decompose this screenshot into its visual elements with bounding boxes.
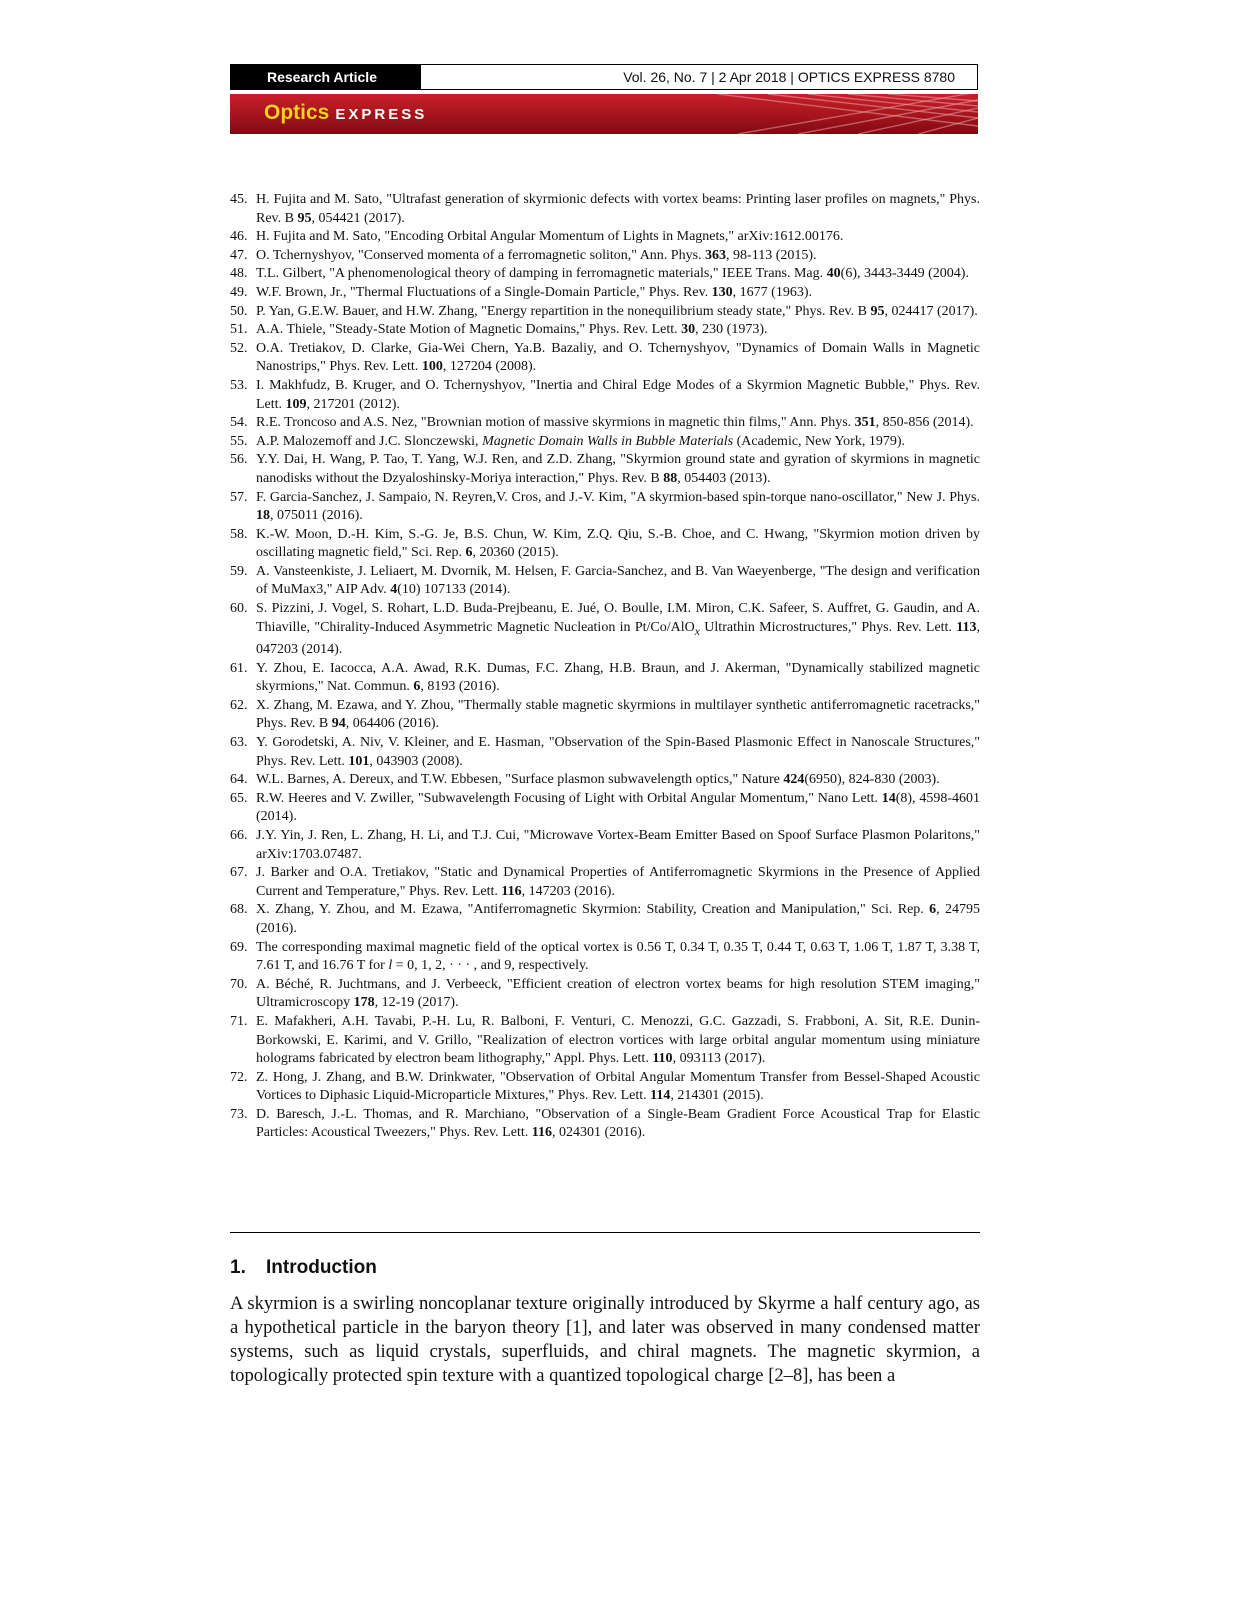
reference-text: T.L. Gilbert, "A phenomenological theory of damping in ferromagnetic materials," IEEE Trans. Mag. 40(6), 3443-3449 (2004).	[256, 266, 969, 282]
reference-number: 47.	[230, 247, 248, 263]
reference-number: 53.	[230, 377, 248, 393]
reference-item	[230, 660, 980, 697]
reference-text: F. Garcia-Sanchez, J. Sampaio, N. Reyren,V. Cros, and J.-V. Kim, "A skyrmion-based spin-torque nano-oscillator," New J. Phys. 18, 075011 (2016).	[256, 489, 980, 524]
reference-number: 61.	[230, 660, 248, 676]
reference-number: 65.	[230, 790, 248, 806]
reference-number: 68.	[230, 902, 248, 918]
reference-item	[230, 191, 980, 228]
reference-number: 72.	[230, 1069, 248, 1085]
reference-text: S. Pizzini, J. Vogel, S. Rohart, L.D. Buda-Prejbeanu, E. Jué, O. Boulle, I.M. Miron, C.K. Safeer, S. Auffret, G. Gaudin, and A. Thiaville, "Chirality-Induced Asymmetric Magnetic Nucleation in Pt/Co/AlO$_x$ Ultrathin Microstructures," Phys. Rev. Lett. 113, 047203 (2014).	[256, 601, 981, 658]
logo-express-text: EXPRESS	[335, 106, 428, 123]
reference-number: 70.	[230, 976, 248, 992]
reference-number: 66.	[230, 827, 248, 843]
reference-number: 46.	[230, 229, 248, 245]
reference-text: A.A. Thiele, "Steady-State Motion of Magnetic Domains," Phys. Rev. Lett. 30, 230 (1973).	[256, 322, 768, 338]
reference-item	[230, 228, 980, 247]
section-divider	[230, 1232, 980, 1233]
reference-item	[230, 321, 980, 340]
banner-swoosh-decoration	[678, 94, 978, 134]
reference-item	[230, 939, 980, 976]
reference-number: 55.	[230, 433, 248, 449]
reference-item	[230, 1069, 980, 1106]
reference-text: O.A. Tretiakov, D. Clarke, Gia-Wei Chern, Ya.B. Bazaliy, and O. Tchernyshyov, "Dynamics of Domain Walls in Magnetic Nanostrips," Phys. Rev. Lett. 100, 127204 (2008).	[256, 340, 980, 375]
reference-item	[230, 414, 980, 433]
reference-text: X. Zhang, M. Ezawa, and Y. Zhou, "Thermally stable magnetic skyrmions in multilayer synthetic antiferromagnetic racetracks," Phys. Rev. B 94, 064406 (2016).	[256, 697, 980, 732]
reference-list	[230, 191, 980, 1143]
reference-item	[230, 976, 980, 1013]
reference-item	[230, 790, 980, 827]
reference-item	[230, 771, 980, 790]
reference-number: 67.	[230, 865, 248, 881]
introduction-paragraph: A skyrmion is a swirling noncoplanar texture originally introduced by Skyrme a half century ago, as a hypothetical particle in the baryon theory [1], and later was observed in many condensed matter systems, such as liquid crystals, superfluids, and chiral magnets. The magnetic skyrmion, a topologically protected spin texture with a quantized topological charge [2–8], has been a	[230, 1293, 980, 1386]
reference-number: 51.	[230, 322, 248, 338]
reference-item	[230, 734, 980, 771]
reference-item	[230, 1106, 980, 1143]
reference-number: 48.	[230, 266, 248, 282]
journal-citation: Vol. 26, No. 7 | 2 Apr 2018 | OPTICS EXPRESS 8780	[623, 69, 955, 85]
article-type-label: Research Article	[231, 65, 421, 89]
reference-text: W.L. Barnes, A. Dereux, and T.W. Ebbesen, "Surface plasmon subwavelength optics," Nature 424(6950), 824-830 (2003).	[256, 772, 940, 788]
reference-item	[230, 303, 980, 322]
reference-text: A.P. Malozemoff and J.C. Slonczewski, Magnetic Domain Walls in Bubble Materials (Academic, New York, 1979).	[256, 433, 905, 449]
reference-text: J. Barker and O.A. Tretiakov, "Static and Dynamical Properties of Antiferromagnetic Skyrmions in the Presence of Applied Current and Temperature," Phys. Rev. Lett. 116, 147203 (2016).	[256, 865, 980, 899]
reference-item	[230, 864, 980, 901]
reference-text: Y.Y. Dai, H. Wang, P. Tao, T. Yang, W.J. Ren, and Z.D. Zhang, "Skyrmion ground state and gyration of skyrmions in magnetic nanodisks without the Dzyaloshinsky-Moriya interaction," Phys. Rev. B 88, 054403 (2013).	[256, 452, 980, 486]
reference-text: O. Tchernyshyov, "Conserved momenta of a ferromagnetic soliton," Ann. Phys. 363, 98-113 (2015).	[256, 247, 817, 263]
reference-item	[230, 247, 980, 266]
reference-text: I. Makhfudz, B. Kruger, and O. Tchernyshyov, "Inertia and Chiral Edge Modes of a Skyrmion Magnetic Bubble," Phys. Rev. Lett. 109, 217201 (2012).	[256, 377, 980, 412]
reference-text: K.-W. Moon, D.-H. Kim, S.-G. Je, B.S. Chun, W. Kim, Z.Q. Qiu, S.-B. Choe, and C. Hwang, "Skyrmion motion driven by oscillating magnetic field," Sci. Rep. 6, 20360 (2015).	[256, 526, 980, 561]
reference-number: 56.	[230, 452, 248, 468]
reference-number: 57.	[230, 489, 248, 505]
reference-item	[230, 340, 980, 377]
reference-text: Z. Hong, J. Zhang, and B.W. Drinkwater, "Observation of Orbital Angular Momentum Transfer from Bessel-Shaped Acoustic Vortices to Diphasic Liquid-Microparticle Mixtures," Phys. Rev. Lett. 114, 214301 (2015).	[256, 1069, 980, 1104]
reference-text: Y. Gorodetski, A. Niv, V. Kleiner, and E. Hasman, "Observation of the Spin-Based Plasmonic Effect in Nanoscale Structures," Phys. Rev. Lett. 101, 043903 (2008).	[256, 735, 980, 769]
reference-number: 73.	[230, 1106, 248, 1122]
reference-number: 59.	[230, 563, 248, 579]
reference-text: A. Béché, R. Juchtmans, and J. Verbeeck, "Efficient creation of electron vortex beams for high resolution STEM imaging," Ultramicroscopy 178, 12-19 (2017).	[256, 976, 980, 1011]
reference-item	[230, 563, 980, 600]
reference-item	[230, 433, 980, 452]
reference-item	[230, 265, 980, 284]
reference-item	[230, 284, 980, 303]
reference-text: A. Vansteenkiste, J. Leliaert, M. Dvornik, M. Helsen, F. Garcia-Sanchez, and B. Van Waeyenberge, "The design and verification of MuMax3," AIP Adv. 4(10) 107133 (2014).	[256, 563, 980, 598]
reference-text: H. Fujita and M. Sato, "Encoding Orbital Angular Momentum of Lights in Magnets," arXiv:1612.00176.	[256, 229, 844, 245]
reference-text: R.E. Troncoso and A.S. Nez, "Brownian motion of massive skyrmions in magnetic thin films," Ann. Phys. 351, 850-856 (2014).	[256, 415, 974, 431]
reference-text: P. Yan, G.E.W. Bauer, and H.W. Zhang, "Energy repartition in the nonequilibrium steady state," Phys. Rev. B 95, 024417 (2017).	[256, 303, 978, 319]
journal-logo	[264, 101, 427, 125]
reference-text: D. Baresch, J.-L. Thomas, and R. Marchiano, "Observation of a Single-Beam Gradient Force Acoustical Trap for Elastic Particles: Acoustical Tweezers," Phys. Rev. Lett. 116, 024301 (2016).	[256, 1106, 980, 1141]
reference-number: 50.	[230, 303, 248, 319]
reference-item	[230, 827, 980, 864]
reference-number: 63.	[230, 735, 248, 751]
reference-item	[230, 489, 980, 526]
reference-number: 69.	[230, 939, 248, 955]
reference-item	[230, 901, 980, 938]
reference-number: 60.	[230, 601, 248, 617]
reference-text: H. Fujita and M. Sato, "Ultrafast generation of skyrmionic defects with vortex beams: Printing laser profiles on magnets," Phys. Rev. B 95, 054421 (2017).	[256, 192, 980, 226]
reference-text: W.F. Brown, Jr., "Thermal Fluctuations of a Single-Domain Particle," Phys. Rev. 130, 1677 (1963).	[256, 284, 812, 300]
reference-number: 54.	[230, 415, 248, 431]
reference-number: 62.	[230, 697, 248, 713]
reference-text: Y. Zhou, E. Iacocca, A.A. Awad, R.K. Dumas, F.C. Zhang, H.B. Braun, and J. Akerman, "Dynamically stabilized magnetic skyrmions," Nat. Commun. 6, 8193 (2016).	[256, 660, 980, 695]
reference-number: 49.	[230, 284, 248, 300]
reference-item	[230, 377, 980, 414]
section-heading	[230, 1257, 377, 1279]
reference-text: X. Zhang, Y. Zhou, and M. Ezawa, "Antiferromagnetic Skyrmion: Stability, Creation and Manipulation," Sci. Rep. 6, 24795 (2016).	[256, 902, 981, 936]
reference-item	[230, 451, 980, 488]
reference-number: 58.	[230, 526, 248, 542]
reference-text: R.W. Heeres and V. Zwiller, "Subwavelength Focusing of Light with Orbital Angular Momentum," Nano Lett. 14(8), 4598-4601 (2014).	[256, 790, 980, 825]
reference-text: E. Mafakheri, A.H. Tavabi, P.-H. Lu, R. Balboni, F. Venturi, C. Menozzi, G.C. Gazzadi, S. Frabboni, A. Sit, R.E. Dunin-Borkowski, E. Karimi, and V. Grillo, "Realization of electron vortices with large orbital angular momentum using miniature holograms fabricated by electron beam lithography," Appl. Phys. Lett. 110, 093113 (2017).	[256, 1013, 980, 1067]
reference-item	[230, 697, 980, 734]
reference-number: 45.	[230, 192, 248, 207]
reference-item	[230, 600, 980, 660]
journal-banner	[230, 94, 978, 134]
section-number: 1.	[230, 1257, 246, 1278]
logo-optics-text: Optics	[264, 101, 330, 124]
reference-item	[230, 526, 980, 563]
reference-number: 64.	[230, 772, 248, 788]
journal-header	[230, 64, 978, 90]
reference-item	[230, 1013, 980, 1069]
reference-number: 52.	[230, 340, 248, 356]
section-title: Introduction	[266, 1257, 377, 1278]
reference-text: J.Y. Yin, J. Ren, L. Zhang, H. Li, and T.J. Cui, "Microwave Vortex-Beam Emitter Based on Spoof Surface Plasmon Polaritons," arXiv:1703.07487.	[256, 827, 980, 862]
reference-text: The corresponding maximal magnetic field of the optical vortex is 0.56 T, 0.34 T, 0.35 T, 0.44 T, 0.63 T, 1.06 T, 1.87 T, 3.38 T, 7.61 T, and 16.76 T for l = 0, 1, 2, · · · , and 9, respectively.	[256, 939, 980, 974]
reference-number: 71.	[230, 1013, 248, 1029]
